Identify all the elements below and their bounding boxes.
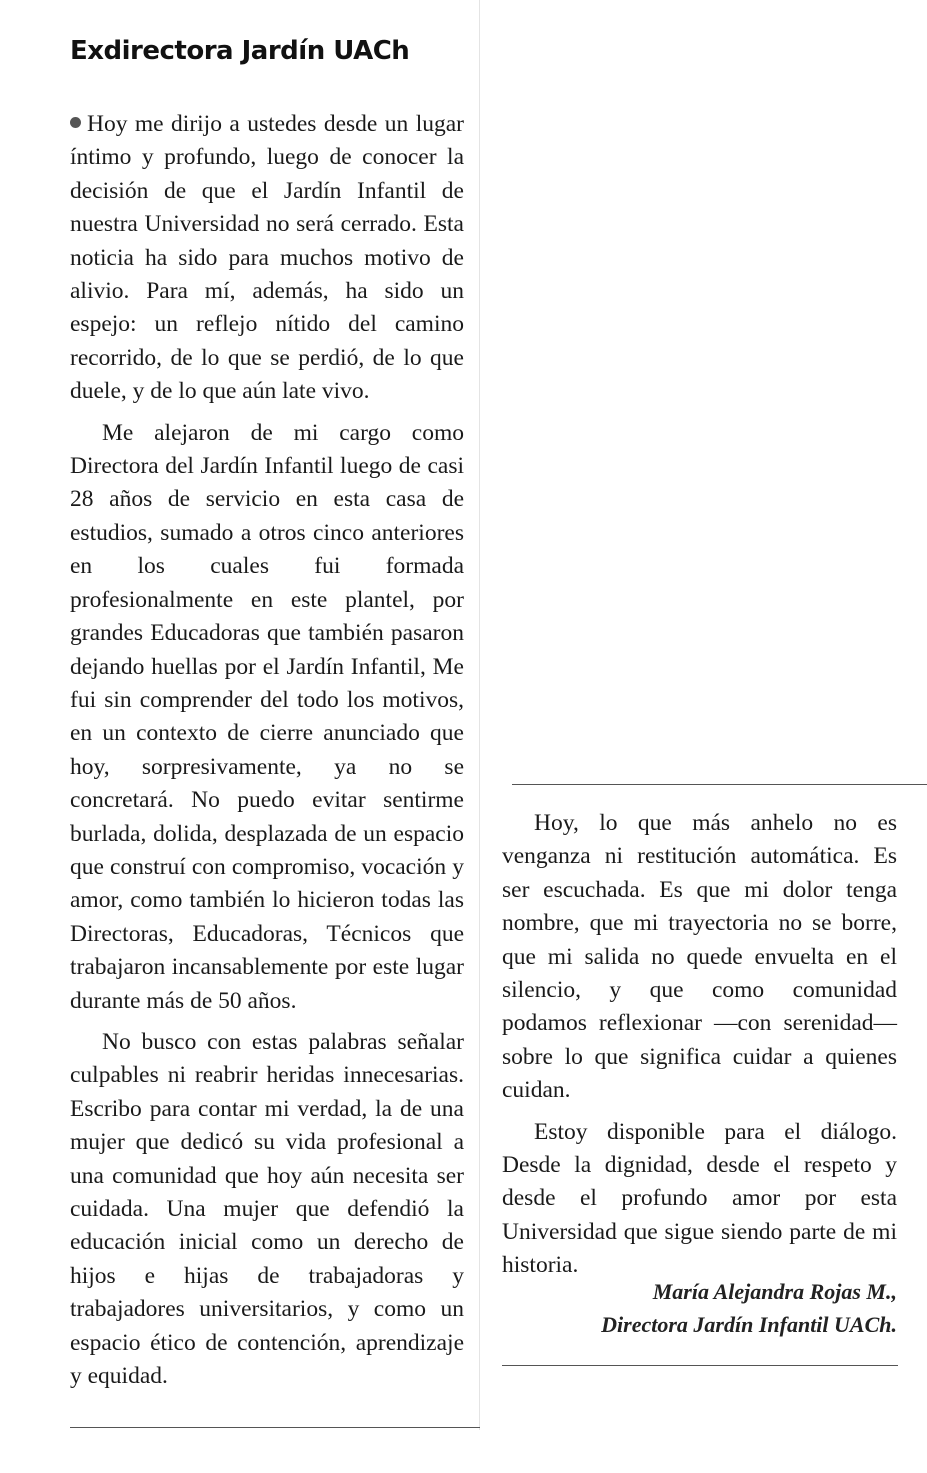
left-column <box>70 108 464 1401</box>
paragraph-2: Me alejaron de mi cargo como Directora del Jardín Infantil luego de casi 28 años de servicio en esta casa de estudios, sumado a otros cinco anteriores en los cuales fui formada profesionalmente en este plantel, por grandes Educadoras que también pasaron dejando huellas por el Jardín Infantil, Me fui sin comprender del todo los motivos, en un contexto de cierre anunciado que hoy, sorpresivamente, ya no se concretará. No puedo evitar sentirme burlada, dolida, desplazada de un espacio que construí con compromiso, vocación y amor, como también lo hicieron todas las Directoras, Educadoras, Técnicos que trabajaron incansablemente por este lugar durante más de 50 años. <box>70 419 464 1014</box>
paragraph-1-text: Hoy me dirijo a ustedes desde un lugar íntimo y profundo, luego de conocer la decisión de que el Jardín Infantil de nuestra Universidad no será cerrado. Esta noticia ha sido para muchos motivo de alivio. Para mí, además, ha sido un espejo: un reflejo nítido del camino recorrido, de lo que se perdió, de lo que duele, y de lo que aún late vivo. <box>70 111 464 405</box>
article-headline: Exdirectora Jardín UACh <box>70 36 410 66</box>
signature-role: Directora Jardín Infantil UACh. <box>601 1312 897 1337</box>
signature-name: María Alejandra Rojas M., <box>652 1279 897 1304</box>
paragraph-4: Hoy, lo que más anhelo no es venganza ni restitución automática. Es ser escuchada. Es que mi dolor tenga nombre, que mi trayectoria no se borre, que mi salida no quede envuelta en el silencio, y que como comunidad podamos reflexionar —con serenidad— sobre lo que significa cuidar a quienes cuidan. <box>502 810 897 1104</box>
right-top-rule <box>512 784 927 785</box>
signature-block <box>502 1275 897 1341</box>
paragraph-3: No busco con estas palabras señalar culpables ni reabrir heridas innecesarias. Escribo para contar mi verdad, la de una mujer que dedicó su vida profesional a una comunidad que hoy aún necesita ser cuidada. Una mujer que defendió la educación inicial como un derecho de hijos e hijas de trabajadoras y trabajadores universitarios, y como un espacio ético de contención, aprendizaje y equidad. <box>70 1028 464 1390</box>
column-separator <box>479 0 480 1430</box>
paragraph-5: Estoy disponible para el diálogo. Desde la dignidad, desde el respeto y desde el profundo amor por esta Universidad que sigue siendo parte de mi historia. <box>502 1118 897 1279</box>
right-bottom-rule <box>502 1365 898 1366</box>
left-bottom-rule <box>70 1427 480 1428</box>
right-column <box>502 807 897 1291</box>
bullet-icon <box>70 117 81 128</box>
paragraph-1 <box>70 108 464 409</box>
